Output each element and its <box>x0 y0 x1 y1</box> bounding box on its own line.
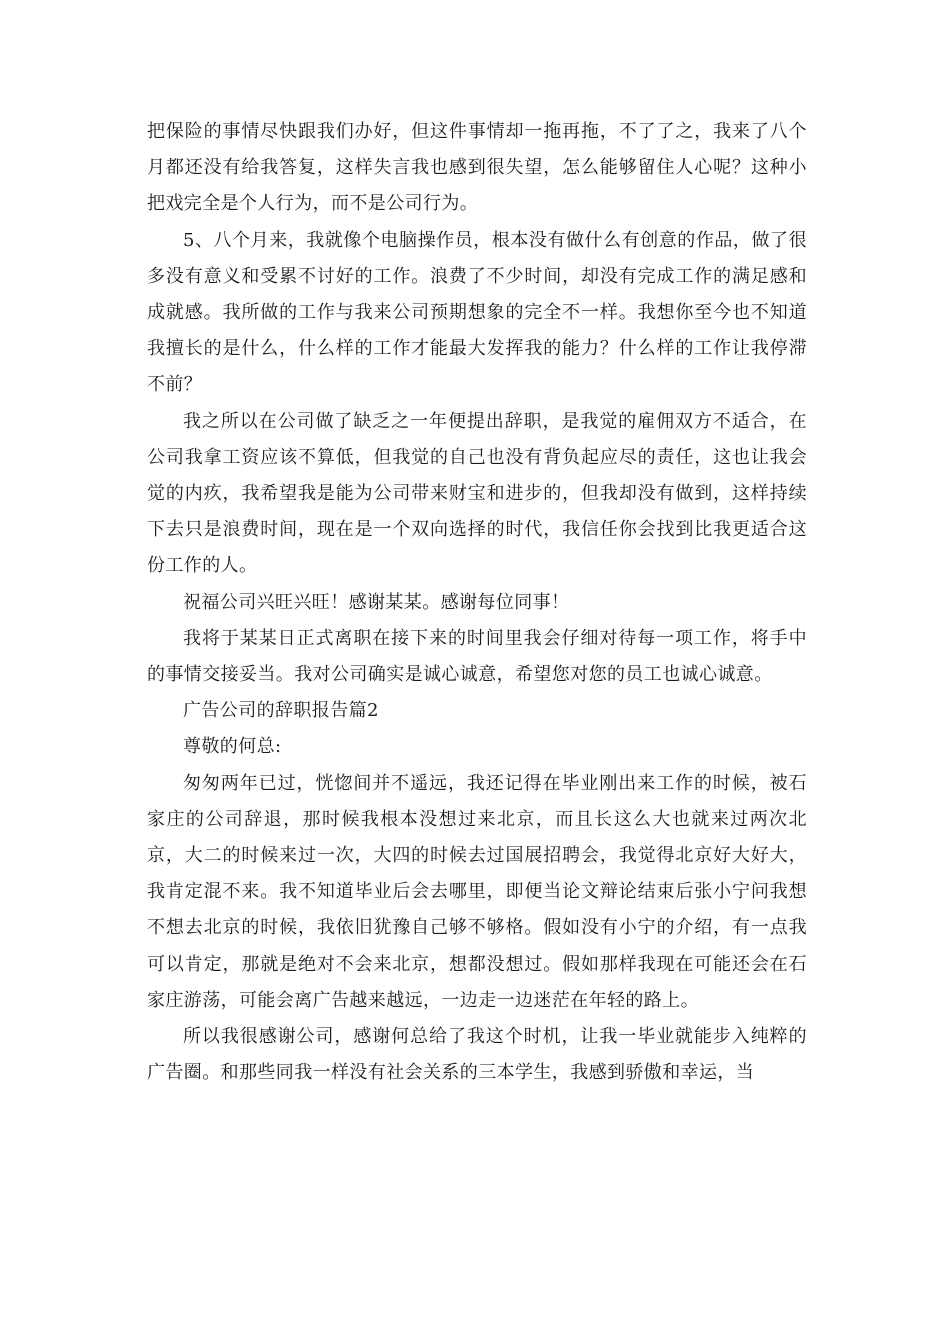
paragraph-5: 我将于某某日正式离职在接下来的时间里我会仔细对待每一项工作，将手中的事情交接妥当。我对公司确实是诚心诚意，希望您对您的员工也诚心诚意。 <box>147 627 807 686</box>
paragraph-9: 所以我很感谢公司，感谢何总给了我这个时机，让我一毕业就能步入纯粹的广告圈。和那些同我一样没有社会关系的三本学生，我感到骄傲和幸运，当 <box>147 1026 807 1084</box>
paragraph-3: 我之所以在公司做了缺乏之一年便提出辞职，是我觉的雇佣双方不适合，在公司我拿工资应该不算低，但我觉的自己也没有背负起应尽的责任，这也让我会觉的内疚，我希望我是能为公司带来财宝和进步的，但我却没有做到，这样持续下去只是浪费时间，现在是一个双向选择的时代，我信任你会找到比我更适合这份工作的人。 <box>147 410 807 577</box>
paragraph-8: 匆匆两年已过，恍惚间并不遥远，我还记得在毕业刚出来工作的时候，被石家庄的公司辞退，那时候我根本没想过来北京，而且长这么大也就来过两次北京，大二的时候来过一次，大四的时候去过国展招聘会，我觉得北京好大好大，我肯定混不来。我不知道毕业后会去哪里，即便当论文辩论结束后张小宁问我想不想去北京的时候，我依旧犹豫自己够不够格。假如没有小宁的介绍，有一点我可以肯定，那就是绝对不会来北京，想都没想过。假如那样我现在可能还会在石家庄游荡，可能会离广告越来越远，一边走一边迷茫在年轻的路上。 <box>147 772 807 1011</box>
salutation: 尊敬的何总: <box>183 736 282 758</box>
paragraph-2: 5、八个月来，我就像个电脑操作员，根本没有做什么有创意的作品，做了很多没有意义和受累不讨好的工作。浪费了不少时间，却没有完成工作的满足感和成就感。我所做的工作与我来公司预期想象的完全不一样。我想你至今也不知道我擅长的是什么，什么样的工作才能最大发挥我的能力？什么样的工作让我停滞不前？ <box>147 229 807 396</box>
document-body <box>147 114 807 1091</box>
paragraph-4: 祝福公司兴旺兴旺！感谢某某。感谢每位同事！ <box>183 591 570 613</box>
paragraph-1: 把保险的事情尽快跟我们办好，但这件事情却一拖再拖，不了了之，我来了八个月都还没有给我答复，这样失言我也感到很失望，怎么能够留住人心呢？这种小把戏完全是个人行为，而不是公司行为。 <box>147 121 807 215</box>
section-heading: 广告公司的辞职报告篇2 <box>183 700 379 722</box>
